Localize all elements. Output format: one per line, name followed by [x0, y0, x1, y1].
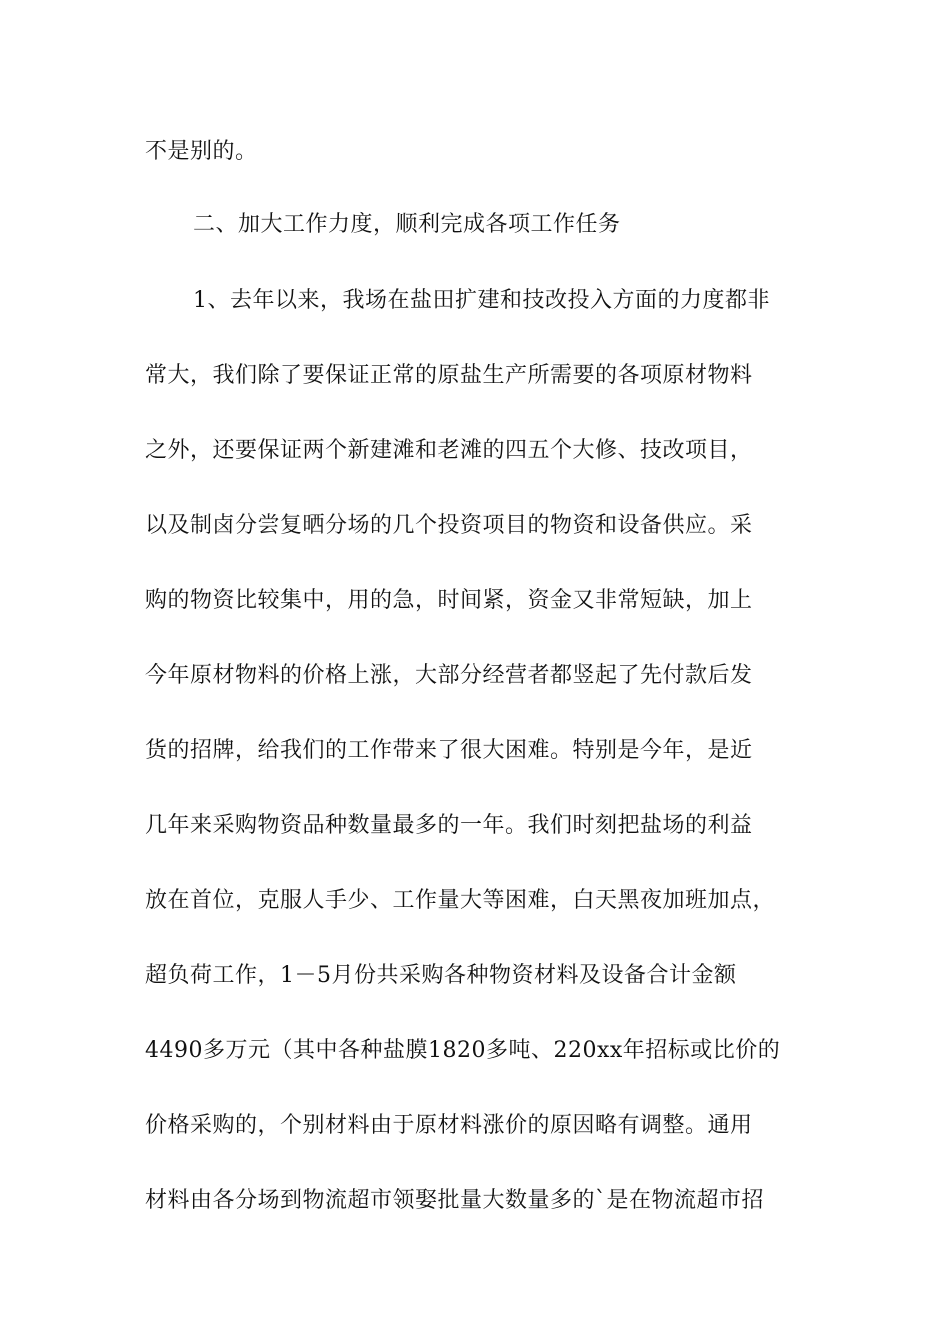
text-line-11: 放在首位，克服人手少、工作量大等困难，白天黑夜加班加点， [145, 888, 776, 913]
text-line-13: 4490多万元（其中各种盐膜1820多吨、220xx年招标或比价的 [145, 1038, 781, 1063]
text-line-4: 常大，我们除了要保证正常的原盐生产所需要的各项原材物料 [145, 363, 753, 388]
text-line-8: 今年原材物料的价格上涨，大部分经营者都竖起了先付款后发 [145, 663, 753, 688]
text-line-12: 超负荷工作，1－5月份共采购各种物资材料及设备合计金额 [145, 963, 737, 988]
text-line-3: 1、去年以来，我场在盐田扩建和技改投入方面的力度都非 [193, 288, 770, 313]
text-line-9: 货的招牌，给我们的工作带来了很大困难。特别是今年，是近 [145, 738, 753, 763]
text-line-7: 购的物资比较集中，用的急，时间紧，资金又非常短缺，加上 [145, 588, 753, 613]
text-line-5: 之外，还要保证两个新建滩和老滩的四五个大修、技改项目， [145, 438, 753, 463]
text-line-6: 以及制卤分尝复晒分场的几个投资项目的物资和设备供应。采 [145, 513, 753, 538]
text-line-1: 不是别的。 [145, 139, 258, 164]
text-line-14: 价格采购的，个别材料由于原材料涨价的原因略有调整。通用 [145, 1113, 753, 1138]
text-line-10: 几年来采购物资品种数量最多的一年。我们时刻把盐场的利益 [145, 813, 753, 838]
text-line-15: 材料由各分场到物流超市领娶批量大数量多的`是在物流超市招 [145, 1188, 765, 1213]
section-heading: 二、加大工作力度，顺利完成各项工作任务 [193, 212, 621, 237]
